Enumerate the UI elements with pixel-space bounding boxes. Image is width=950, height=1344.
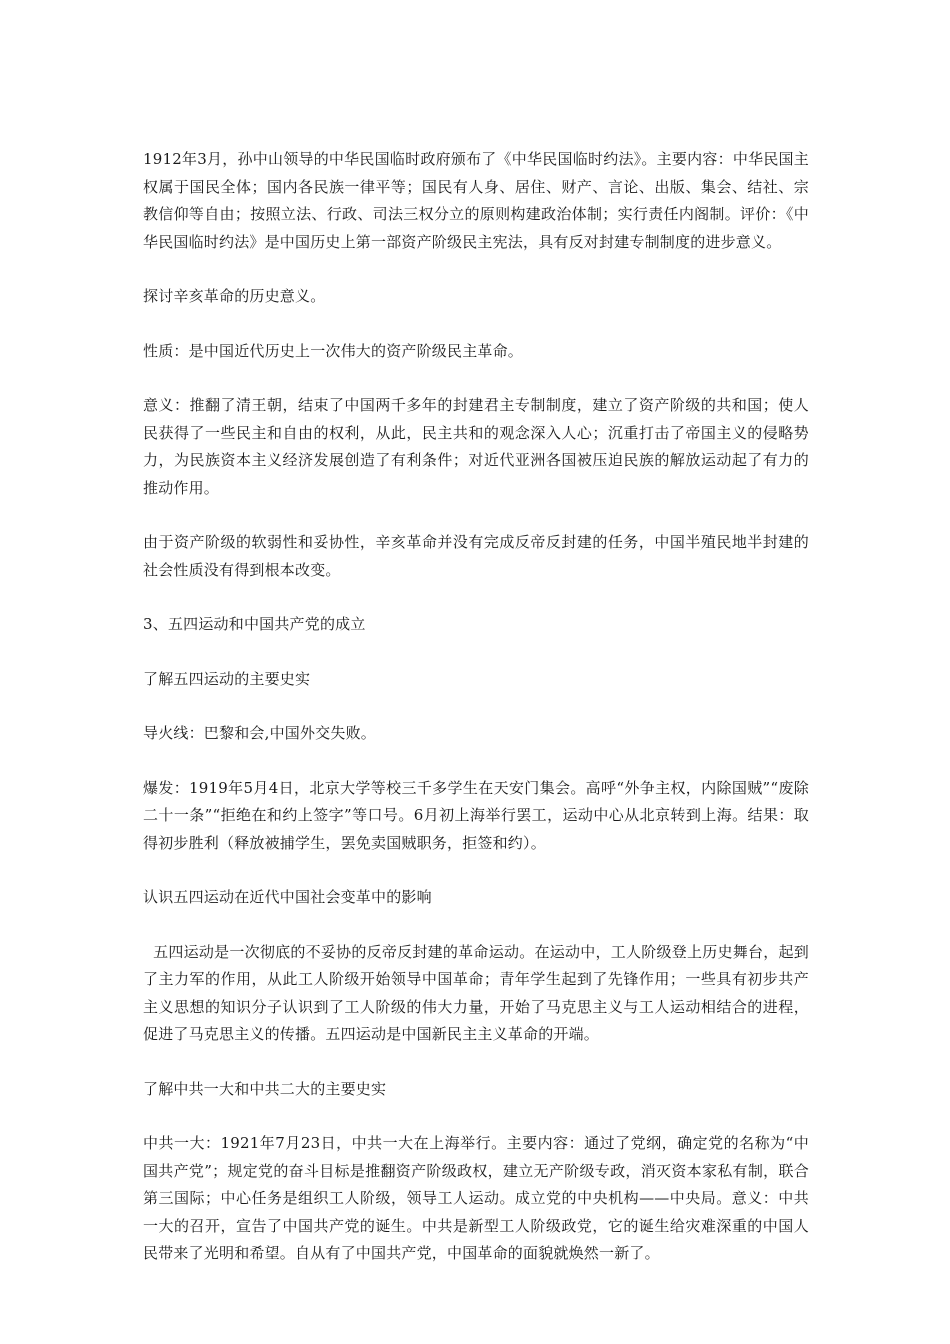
paragraph-first-congress: 中共一大：1921年7月23日，中共一大在上海举行。主要内容：通过了党纲，确定党的名称为“中国共产党”；规定党的奋斗目标是推翻资产阶级政权，建立无产阶级专政，消灭资本家私有制，联合第三国际；中心任务是组织工人阶级，领导工人运动。成立党的中央机构——中央局。意义：中共一大的召开，宣告了中国共产党的诞生。中共是新型工人阶级政党，它的诞生给灾难深重的中国人民带来了光明和希望。自从有了中国共产党，中国革命的面貌就焕然一新了。: [143, 1134, 809, 1262]
subheading-may-fourth-influence: 认识五四运动在近代中国社会变革中的影响: [143, 888, 432, 906]
paragraph-heading-xinhai-significance: 探讨辛亥革命的历史意义。: [143, 287, 326, 305]
paragraph-outbreak: 爆发：1919年5月4日，北京大学等校三千多学生在天安门集会。高呼“外争主权，内除国贼”“废除二十一条”“拒绝在和约上签字”等口号。6月初上海举行罢工，运动中心从北京转到上海。结果：取得初步胜利（释放被捕学生，罢免卖国贼职务，拒签和约）。: [143, 778, 809, 852]
document-body: [143, 146, 809, 1268]
subheading-may-fourth-facts: 了解五四运动的主要史实: [143, 669, 311, 688]
paragraph-significance: 意义：推翻了清王朝，结束了中国两千多年的封建君主专制制度，建立了资产阶级的共和国；使人民获得了一些民主和自由的权利，从此，民主共和的观念深入人心；沉重打击了帝国主义的侵略势力，为民族资本主义经济发展创造了有利条件；对近代亚洲各国被压迫民族的解放运动起了有力的推动作用。: [143, 396, 809, 497]
paragraph-limitations: 由于资产阶级的软弱性和妥协性，辛亥革命并没有完成反帝反封建的任务，中国半殖民地半封建的社会性质没有得到根本改变。: [143, 533, 809, 579]
paragraph-influence: 五四运动是一次彻底的不妥协的反帝反封建的革命运动。在运动中，工人阶级登上历史舞台，起到了主力军的作用，从此工人阶级开始领导中国革命；青年学生起到了先锋作用；一些具有初步共产主义思想的知识分子认识到了工人阶级的伟大力量，开始了马克思主义与工人运动相结合的进程，促进了马克思主义的传播。五四运动是中国新民主主义革命的开端。: [143, 942, 810, 1043]
paragraph-trigger: 导火线：巴黎和会,中国外交失败。: [143, 724, 376, 742]
paragraph-provisional-constitution: 1912年3月，孙中山领导的中华民国临时政府颁布了《中华民国临时约法》。主要内容：中华民国主权属于国民全体；国内各民族一律平等；国民有人身、居住、财产、言论、出版、集会、结社、宗教信仰等自由；按照立法、行政、司法三权分立的原则构建政治体制；实行责任内阁制。评价：《中华民国临时约法》是中国历史上第一部资产阶级民主宪法，具有反对封建专制制度的进步意义。: [143, 150, 809, 251]
subheading-ccp-congresses: 了解中共一大和中共二大的主要史实: [143, 1079, 387, 1098]
section-heading-may-fourth: 3、五四运动和中国共产党的成立: [143, 615, 366, 633]
paragraph-nature: 性质：是中国近代历史上一次伟大的资产阶级民主革命。: [143, 341, 524, 360]
